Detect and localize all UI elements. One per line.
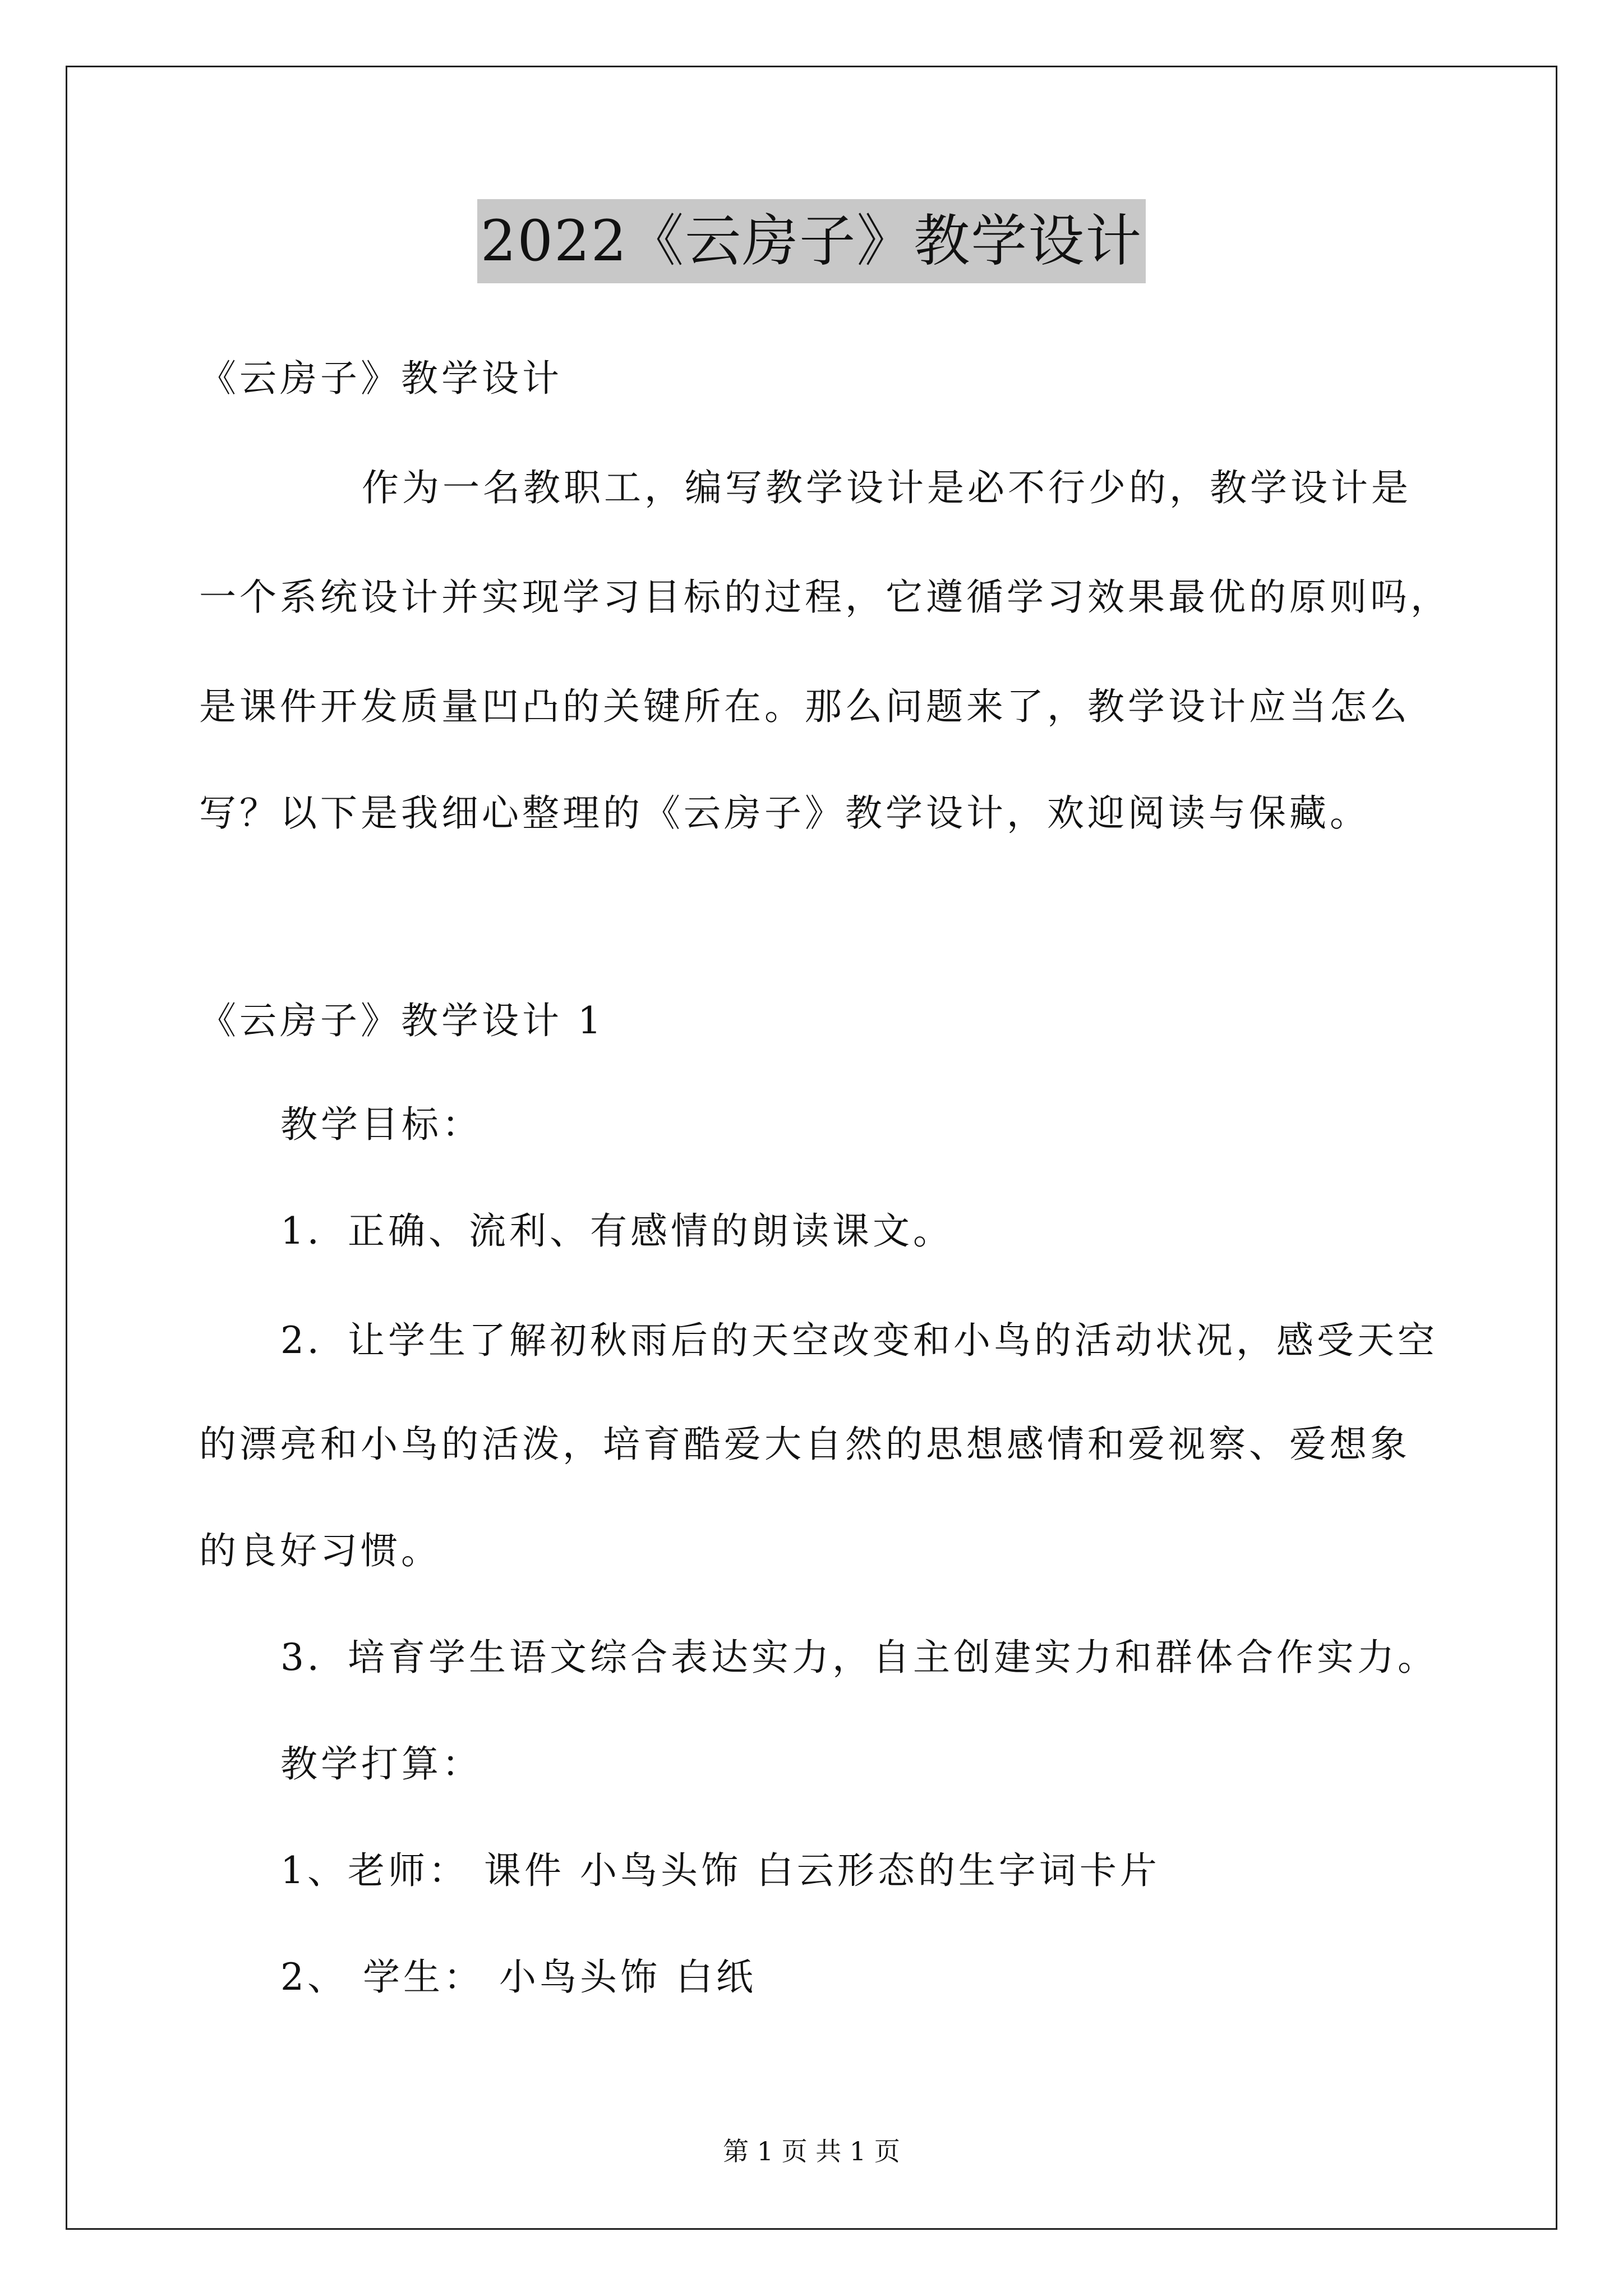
intro-heading: 《云房子》教学设计 — [199, 357, 562, 400]
intro-paragraph-line-2: 一个系统设计并实现学习目标的过程，它遵循学习效果最优的原则吗， — [199, 576, 1451, 619]
document-title: 2022《云房子》教学设计 — [477, 199, 1146, 283]
prep-teacher: 1、老师： 课件 小鸟头饰 白云形态的生字词卡片 — [280, 1849, 1160, 1892]
section-heading: 《云房子》教学设计 1 — [199, 999, 605, 1042]
goal-1: 1．正确、流利、有感情的朗读课文。 — [280, 1209, 953, 1253]
goal-2-line-1: 2．让学生了解初秋雨后的天空改变和小鸟的活动状况，感受天空 — [280, 1319, 1438, 1362]
intro-paragraph-line-3: 是课件开发质量凹凸的关键所在。那么问题来了，教学设计应当怎么 — [199, 685, 1410, 728]
teaching-prep-label: 教学打算： — [280, 1742, 482, 1786]
teaching-goals-label: 教学目标： — [280, 1103, 482, 1146]
goal-2-line-3: 的良好习惯。 — [199, 1529, 441, 1572]
page-footer: 第 1 页 共 1 页 — [723, 2136, 900, 2166]
goal-3: 3．培育学生语文综合表达实力，自主创建实力和群体合作实力。 — [280, 1636, 1438, 1679]
goal-2-line-2: 的漂亮和小鸟的活泼，培育酷爱大自然的思想感情和爱视察、爱想象 — [199, 1423, 1410, 1466]
intro-paragraph-line-1: 作为一名教职工，编写教学设计是必不行少的，教学设计是 — [362, 466, 1412, 509]
title-wrap — [0, 199, 1623, 283]
prep-student: 2、 学生： 小鸟头饰 白纸 — [280, 1955, 757, 1999]
intro-paragraph-line-4: 写？以下是我细心整理的《云房子》教学设计，欢迎阅读与保藏。 — [199, 792, 1370, 835]
